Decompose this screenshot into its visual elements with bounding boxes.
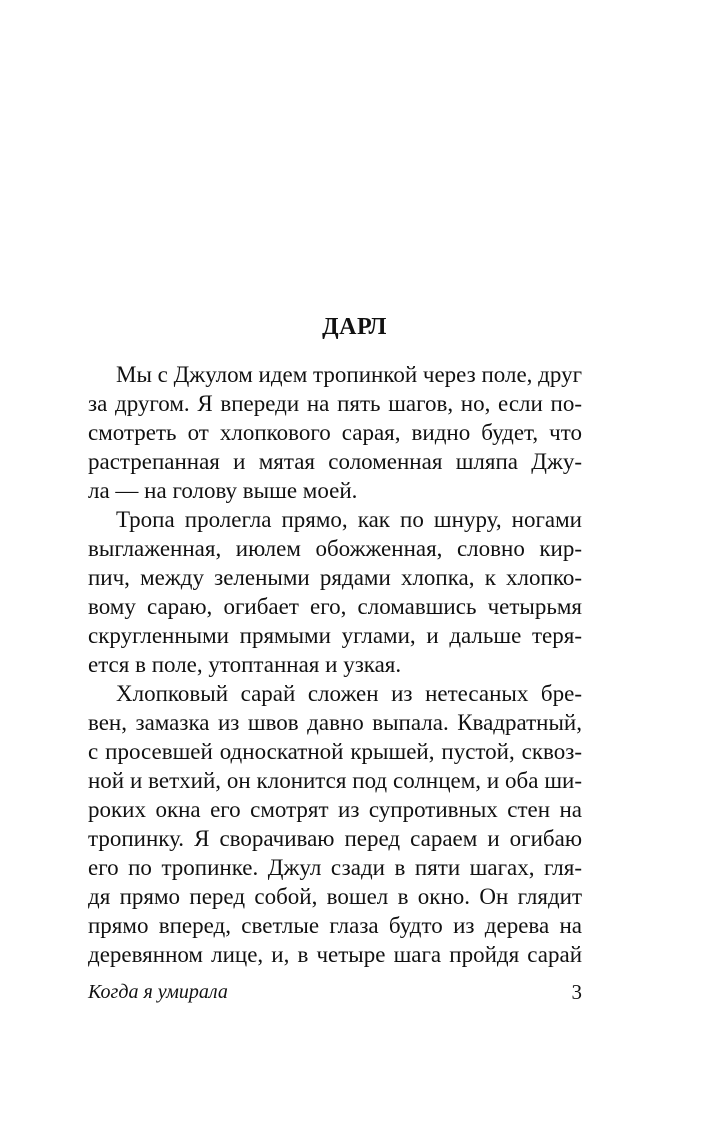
text-line: тропинку. Я сворачиваю перед сараем и огибаю [88,826,582,851]
text-line: деревянном лице, и, в четыре шага пройдя сарай [88,942,582,967]
text-line: роких окна его смотрят из супротивных стен на [88,797,582,822]
text-line: ной и ветхий, он клонится под солнцем, и оба ши- [88,768,582,793]
text-line: дя прямо перед собой, вошел в окно. Он глядит [88,884,582,909]
text-line: скругленными прямыми углами, и дальше теря- [88,623,582,648]
text-line: вому сараю, огибает его, сломавшись четырьмя [88,594,582,619]
text-line: ла — на голову выше моей. [88,478,358,503]
text-line: Тропа пролегла прямо, как по шнуру, ногами [116,507,582,532]
text-line: его по тропинке. Джул сзади в пяти шагах, гля- [88,855,582,880]
text-line: вен, замазка из швов давно выпала. Квадратный, [88,710,582,735]
body-text [88,360,582,969]
text-line: с просевшей односкатной крышей, пустой, сквоз- [88,739,582,764]
text-line: Мы с Джулом идем тропинкой через поле, друг [116,362,582,387]
running-footer-title: Когда я умирала [88,981,228,1003]
text-line: ется в поле, утоптанная и узкая. [88,652,402,677]
page-number: 3 [571,980,582,1004]
text-line: выглаженная, июлем обожженная, словно кир- [88,536,582,561]
chapter-title: ДАРЛ [322,314,387,340]
text-line: пич, между зелеными рядами хлопка, к хлопко- [88,565,582,590]
text-line: Хлопковый сарай сложен из нетесаных бре- [116,681,582,706]
text-line: за другом. Я впереди на пять шагов, но, если по- [88,391,582,416]
text-line: прямо вперед, светлые глаза будто из дерева на [88,913,582,938]
text-line: смотреть от хлопкового сарая, видно будет, что [88,420,582,445]
text-line: растрепанная и мятая соломенная шляпа Джу- [88,449,582,474]
